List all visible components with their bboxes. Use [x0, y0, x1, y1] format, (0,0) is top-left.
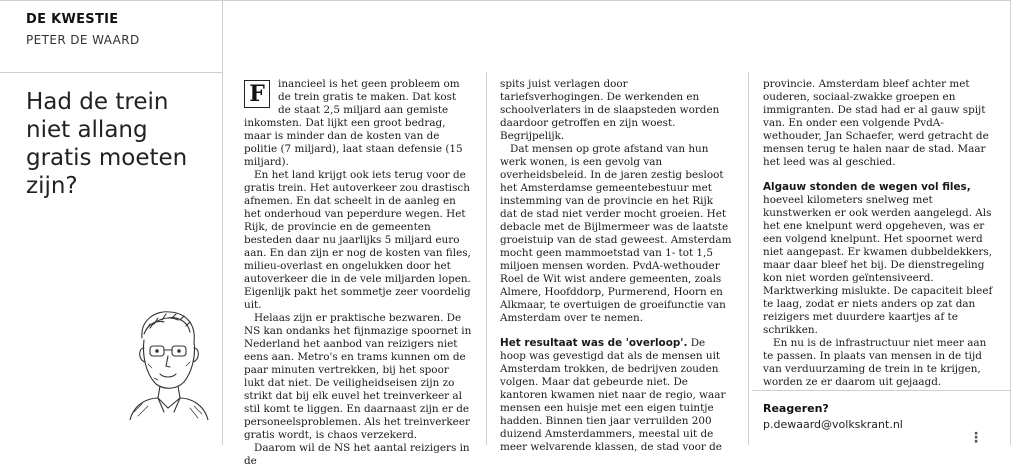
inline-subhead: Het resultaat was de 'overloop'.: [500, 337, 688, 349]
paragraph: Daarom wil de NS het aantal reizigers in de: [244, 442, 470, 467]
inline-subhead: Algauw stonden de wegen vol files,: [763, 181, 971, 193]
column-divider-2: [748, 72, 749, 445]
article-headline: Had de trein niet allang gratis moeten zijn?: [26, 89, 188, 199]
paragraph: inancieel is het geen probleem om de trein gratis te maken. Dat kost de staat 2,5 miljard aan gemiste inkomsten. Dat lijkt een groot bedrag, maar is minder dan de kosten van de politie (7 miljard), laat staan defensie (15 miljard).: [244, 78, 463, 168]
article-column-2: [500, 78, 732, 454]
paragraph: Helaas zijn er praktische bezwaren. De NS kan ondanks het fijnmazige spoornet in Nederland het aanbod van reizigers niet eens aan. Metro's en trams kunnen om de paar minuten vertrekken, bij het spoor lukt dat niet. De veiligheidseisen zijn zo strikt dat bij elk euvel het treinverkeer al stil komt te liggen. En daarnaast zijn er de personeelsproblemen. Als het treinverkeer gratis wordt, is chaos verzekerd.: [244, 312, 472, 441]
paragraph: Dat mensen op grote afstand van hun werk wonen, is een gevolg van overheidsbeleid. In de jaren zestig besloot het Amsterdamse gemeentebestuur met instemming van de provincie en het Rijk dat de stad niet verder mocht groeien. Het debacle met de Bijlmermeer was de laatste groeistuip van de stad geweest. Amsterdam mocht geen mammoetstad van 1- tot 1,5 miljoen mensen worden. PvdA-wethouder Roel de Wit wist andere gemeenten, zoals Almere, Hoofddorp, Purmerend, Hoorn en Alkmaar, te overtuigen de groeifunctie van Amsterdam over te nemen.: [500, 143, 732, 324]
left-header-divider: [0, 72, 222, 73]
reply-divider: [752, 390, 1010, 391]
paragraph: provincie. Amsterdam bleef achter met ouderen, sociaal-zwakke groepen en immigranten. De stad had er al gauw spijt van. En onder een volgende PvdA-wethouder, Jan Schaefer, werd getracht de mensen terug te halen naar de stad. Maar het leed was al geschied.: [763, 78, 989, 168]
left-column-border: [222, 0, 223, 445]
paragraph: spits juist verlagen door tariefsverhogingen. De werkenden en schoolverlaters in de slaapsteden worden daardoor getroffen en zijn woest. Begrijpelijk.: [500, 78, 720, 142]
dropcap-letter: F: [244, 80, 270, 108]
section-header: [0, 0, 222, 72]
author-portrait-icon: [120, 304, 212, 420]
section-kicker: DE KWESTIE: [26, 12, 119, 27]
author-name: PETER DE WAARD: [26, 33, 140, 47]
paragraph-text: De hoop was gevestigd dat als de mensen uit Amsterdam trokken, de bedrijven zouden volgen. Maar dat gebeurde niet. De kantoren kwamen niet naar de regio, waar mensen een huisje met een eigen tuintje hadden. Binnen tien jaar verruilden 200 duizend Amsterdammers, meestal uit de meer welvarende klassen, de stad voor de: [500, 337, 726, 453]
column-divider-1: [486, 72, 487, 445]
paragraph: En nu is de infrastructuur niet meer aan te passen. In plaats van mensen in de tijd van verduurzaming de trein in te krijgen, worden ze er daarom uit gejaagd.: [763, 337, 987, 388]
reply-heading: Reageren?: [763, 402, 829, 415]
paragraph-with-subhead: [763, 181, 995, 337]
right-edge-border: [1010, 0, 1011, 445]
article-column-1: [244, 78, 472, 468]
paragraph: En het land krijgt ook iets terug voor de gratis trein. Het autoverkeer zou drastisch afnemen. En dat scheelt in de aanleg en het onderhoud van peperdure wegen. Het Rijk, de provincie en de gemeenten besteden daar nu jaarlijks 5 miljard euro aan. En dan zijn er nog de kosten van files, milieu-overlast en ongelukken door het autoverkeer die in de vele miljarden lopen. Eigenlijk pakt het sommetje zeer voordelig uit.: [244, 169, 471, 311]
article-column-3: [763, 78, 995, 389]
more-vertical-icon[interactable]: ⋮: [969, 430, 983, 446]
paragraph-text: hoeveel kilometers snelweg met kunstwerken er ook werden aangelegd. Als het ene knelpunt werd opgeheven, was er een volgend knelpunt. Het spoornet werd niet aangepast. Er kwamen dubbeldekkers, maar daar bleef het bij. De dienstregeling kon niet worden geïntensiveerd. Marktwerking mislukte. De capaciteit bleef te laag, zodat er niets anders op zat dan reizigers met duurdere kaartjes af te schrikken.: [763, 194, 993, 336]
paragraph-with-subhead: [500, 337, 732, 454]
reply-email-link[interactable]: p.dewaard@volkskrant.nl: [763, 418, 903, 431]
